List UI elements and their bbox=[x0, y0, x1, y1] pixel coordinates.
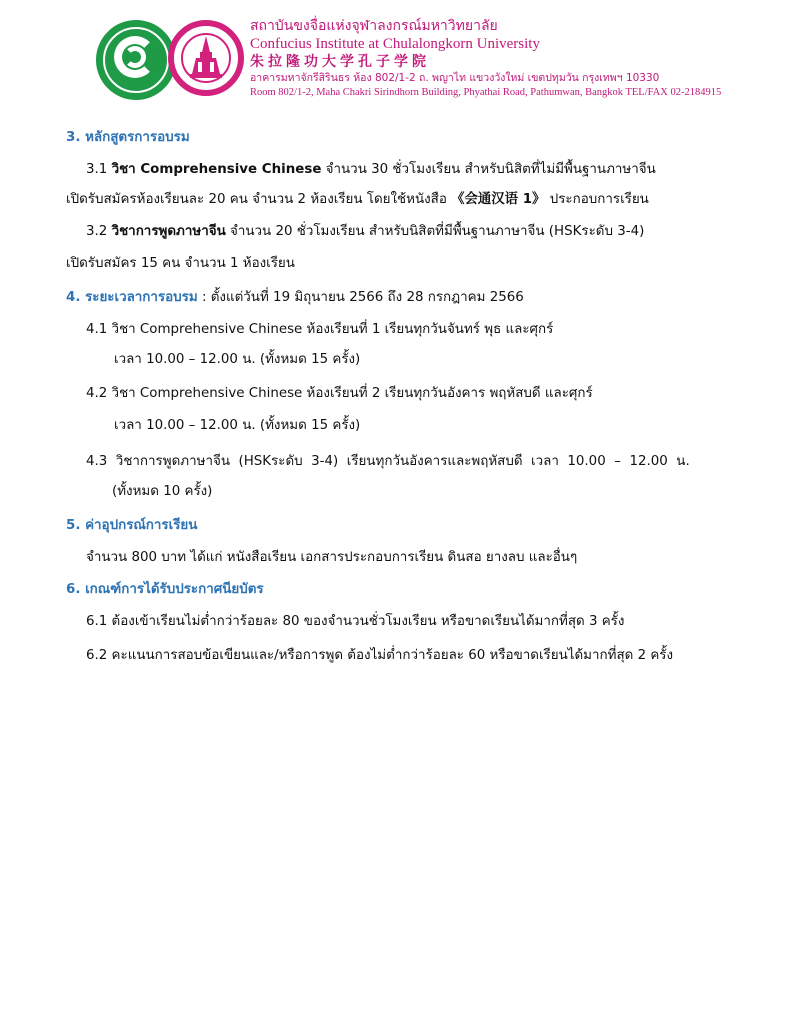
chulalongkorn-logo bbox=[168, 20, 244, 96]
section-3-heading: 3. หลักสูตรการอบรม bbox=[66, 130, 190, 145]
item-3-1-line2: เปิดรับสมัครห้องเรียนละ 20 คน จำนวน 2 ห้องเรียน โดยใช้หนังสือ 《会通汉语 1》 ประกอบการเรียน bbox=[66, 192, 649, 207]
address-thai: อาคารมหาจักรีสิรินธร ห้อง 802/1-2 ถ. พญาไท แขวงวังใหม่ เขตปทุมวัน กรุงเทพฯ 10330 bbox=[250, 72, 660, 84]
item-6-1: 6.1 ต้องเข้าเรียนไม่ต่ำกว่าร้อยละ 80 ของจำนวนชั่วโมงเรียน หรือขาดเรียนได้มากที่สุด 3 ครั้ง bbox=[86, 614, 625, 629]
chula-emblem-icon bbox=[188, 34, 224, 86]
section-6-heading: 6. เกณฑ์การได้รับประกาศนียบัตร bbox=[66, 582, 264, 597]
item-4-2-time: เวลา 10.00 – 12.00 น. (ทั้งหมด 15 ครั้ง) bbox=[114, 418, 361, 433]
address-english: Room 802/1-2, Maha Chakri Sirindhorn Building, Phyathai Road, Pathumwan, Bangkok TEL/FAX 02-2184915 bbox=[250, 87, 722, 98]
institute-name-thai: สถาบันขงจื่อแห่งจุฬาลงกรณ์มหาวิทยาลัย bbox=[250, 18, 498, 34]
letterhead bbox=[92, 16, 732, 106]
item-6-2: 6.2 คะแนนการสอบข้อเขียนและ/หรือการพูด ต้องไม่ต่ำกว่าร้อยละ 60 หรือขาดเรียนได้มากที่สุด 2 ครั้ง bbox=[86, 648, 674, 663]
item-3-2: 3.2 วิชาการพูดภาษาจีน จำนวน 20 ชั่วโมงเรียน สำหรับนิสิตที่มีพื้นฐานภาษาจีน (HSKระดับ 3-4) bbox=[86, 224, 645, 239]
course-title-speaking: วิชาการพูดภาษาจีน bbox=[111, 224, 226, 239]
item-5-text: จำนวน 800 บาท ได้แก่ หนังสือเรียน เอกสารประกอบการเรียน ดินสอ ยางลบ และอื่นๆ bbox=[86, 550, 578, 565]
section-5-heading: 5. ค่าอุปกรณ์การเรียน bbox=[66, 518, 198, 533]
item-3-1: 3.1 วิชา Comprehensive Chinese จำนวน 30 ชั่วโมงเรียน สำหรับนิสิตที่ไม่มีพื้นฐานภาษาจีน bbox=[86, 162, 656, 177]
course-title-comprehensive: วิชา Comprehensive Chinese bbox=[111, 162, 322, 177]
item-4-2: 4.2 วิชา Comprehensive Chinese ห้องเรียนที่ 2 เรียนทุกวันอังคาร พฤหัสบดี และศุกร์ bbox=[86, 386, 593, 401]
institute-name-english: Confucius Institute at Chulalongkorn University bbox=[250, 36, 540, 52]
letterhead-text bbox=[250, 18, 750, 99]
item-4-1-time: เวลา 10.00 – 12.00 น. (ทั้งหมด 15 ครั้ง) bbox=[114, 352, 361, 367]
item-4-1: 4.1 วิชา Comprehensive Chinese ห้องเรียนที่ 1 เรียนทุกวันจันทร์ พุธ และศุกร์ bbox=[86, 322, 554, 337]
institute-name-chinese: 朱拉隆功大学孔子学院 bbox=[250, 54, 430, 70]
item-4-3: 4.3 วิชาการพูดภาษาจีน (HSKระดับ 3-4) เรียนทุกวันอังคารและพฤหัสบดี เวลา 10.00 – 12.00 น. bbox=[86, 454, 690, 469]
textbook-title: 《会通汉语 1》 bbox=[451, 192, 546, 207]
section-4-heading: 4. ระยะเวลาการอบรม : ตั้งแต่วันที่ 19 มิถุนายน 2566 ถึง 28 กรกฎาคม 2566 bbox=[66, 290, 524, 305]
confucius-institute-logo bbox=[96, 20, 176, 100]
item-3-2-line2: เปิดรับสมัคร 15 คน จำนวน 1 ห้องเรียน bbox=[66, 256, 295, 271]
item-4-3-cont: (ทั้งหมด 10 ครั้ง) bbox=[112, 484, 213, 499]
